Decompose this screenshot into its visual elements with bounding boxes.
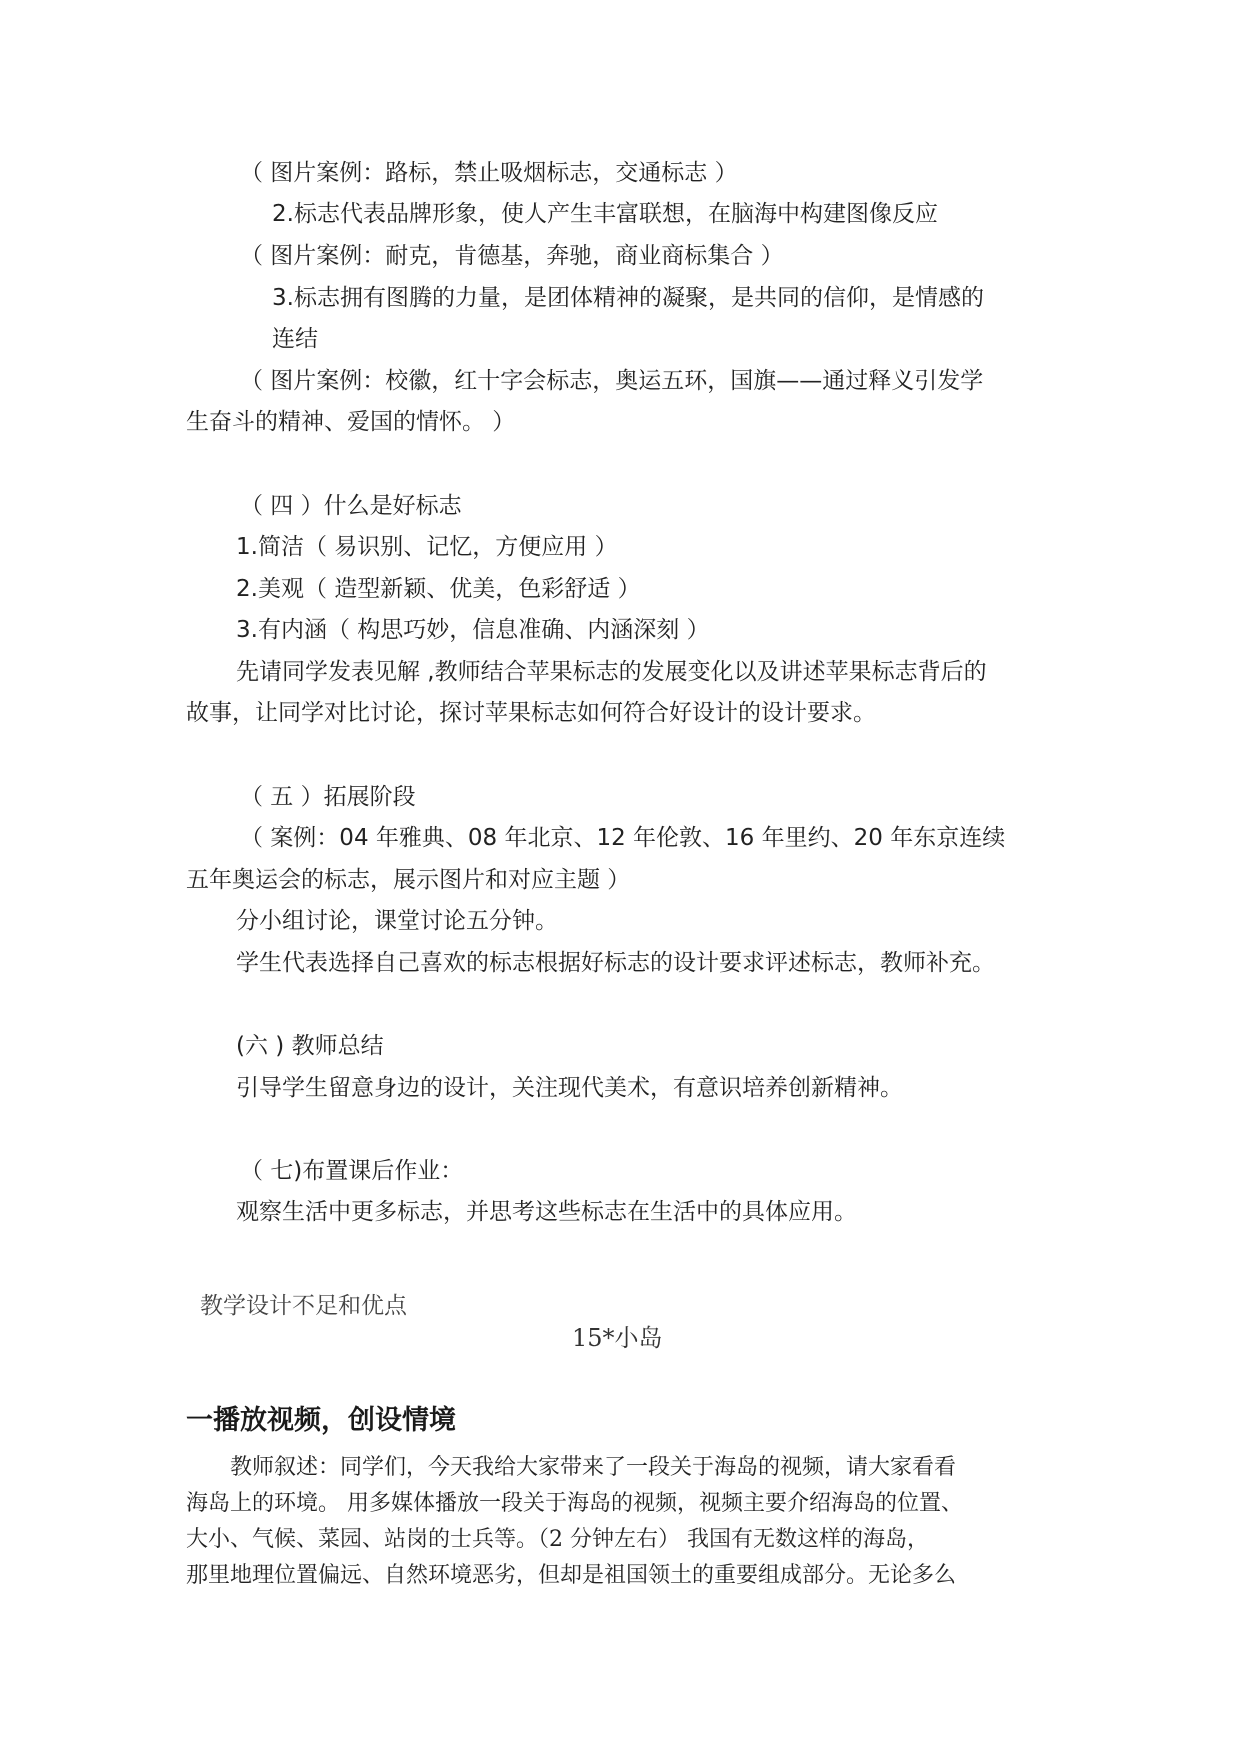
criterion-1: 1.简洁（ 易识别、记忆，方便应用 ） bbox=[236, 534, 618, 560]
point-2: 2.标志代表品牌形象，使人产生丰富联想，在脑海中构建图像反应 bbox=[272, 201, 938, 227]
point-3: 3.标志拥有图腾的力量，是团体精神的凝聚，是共同的信仰，是情感的 bbox=[272, 285, 984, 311]
olympics-case-line-1: （ 案例：04 年雅典、08 年北京、12 年伦敦、16 年里约、20 年东京连续 bbox=[240, 825, 1006, 851]
section-heading-video: 一播放视频，创设情境 bbox=[186, 1405, 456, 1436]
teacher-summary: 引导学生留意身边的设计，关注现代美术，有意识培养创新精神。 bbox=[236, 1075, 903, 1101]
apple-discussion-line-1: 先请同学发表见解 ,教师结合苹果标志的发展变化以及讲述苹果标志背后的 bbox=[236, 659, 987, 685]
student-review: 学生代表选择自己喜欢的标志根据好标志的设计要求评述标志，教师补充。 bbox=[236, 950, 995, 976]
narration-line-1: 教师叙述：同学们，今天我给大家带来了一段关于海岛的视频，请大家看看 bbox=[230, 1455, 957, 1480]
apple-discussion-line-2: 故事，让同学对比讨论，探讨苹果标志如何符合好设计的设计要求。 bbox=[186, 700, 876, 726]
narration-line-4: 那里地理位置偏远、自然环境恶劣，但却是祖国领土的重要组成部分。无论多么 bbox=[186, 1563, 957, 1588]
homework: 观察生活中更多标志，并思考这些标志在生活中的具体应用。 bbox=[236, 1199, 857, 1225]
section-5-heading: （ 五 ）拓展阶段 bbox=[240, 784, 416, 810]
criterion-3: 3.有内涵（ 构思巧妙，信息准确、内涵深刻 ） bbox=[236, 617, 710, 643]
criterion-2: 2.美观（ 造型新颖、优美，色彩舒适 ） bbox=[236, 576, 641, 602]
section-6-heading: (六 ) 教师总结 bbox=[236, 1033, 384, 1059]
case-note-1: （ 图片案例：路标，禁止吸烟标志，交通标志 ） bbox=[240, 160, 738, 186]
case-note-2: （ 图片案例：耐克，肯德基，奔驰，商业商标集合 ） bbox=[240, 243, 784, 269]
case-note-3-cont: 生奋斗的精神、爱国的情怀。 ） bbox=[186, 409, 516, 435]
point-3-cont: 连结 bbox=[272, 326, 318, 352]
olympics-case-line-2: 五年奥运会的标志，展示图片和对应主题 ） bbox=[186, 867, 631, 893]
section-7-heading: （ 七)布置课后作业： bbox=[240, 1158, 464, 1184]
case-note-3: （ 图片案例：校徽，红十字会标志，奥运五环，国旗——通过释义引发学 bbox=[240, 368, 984, 394]
section-4-heading: （ 四 ）什么是好标志 bbox=[240, 493, 462, 519]
narration-line-2: 海岛上的环境。 用多媒体播放一段关于海岛的视频，视频主要介绍海岛的位置、 bbox=[186, 1491, 963, 1516]
lesson-title: 15*小岛 bbox=[572, 1324, 663, 1352]
design-note-caption: 教学设计不足和优点 bbox=[200, 1293, 407, 1319]
narration-line-3: 大小、气候、菜园、站岗的士兵等。（2 分钟左右） 我国有无数这样的海岛， bbox=[186, 1527, 929, 1552]
group-discussion: 分小组讨论，课堂讨论五分钟。 bbox=[236, 908, 558, 934]
